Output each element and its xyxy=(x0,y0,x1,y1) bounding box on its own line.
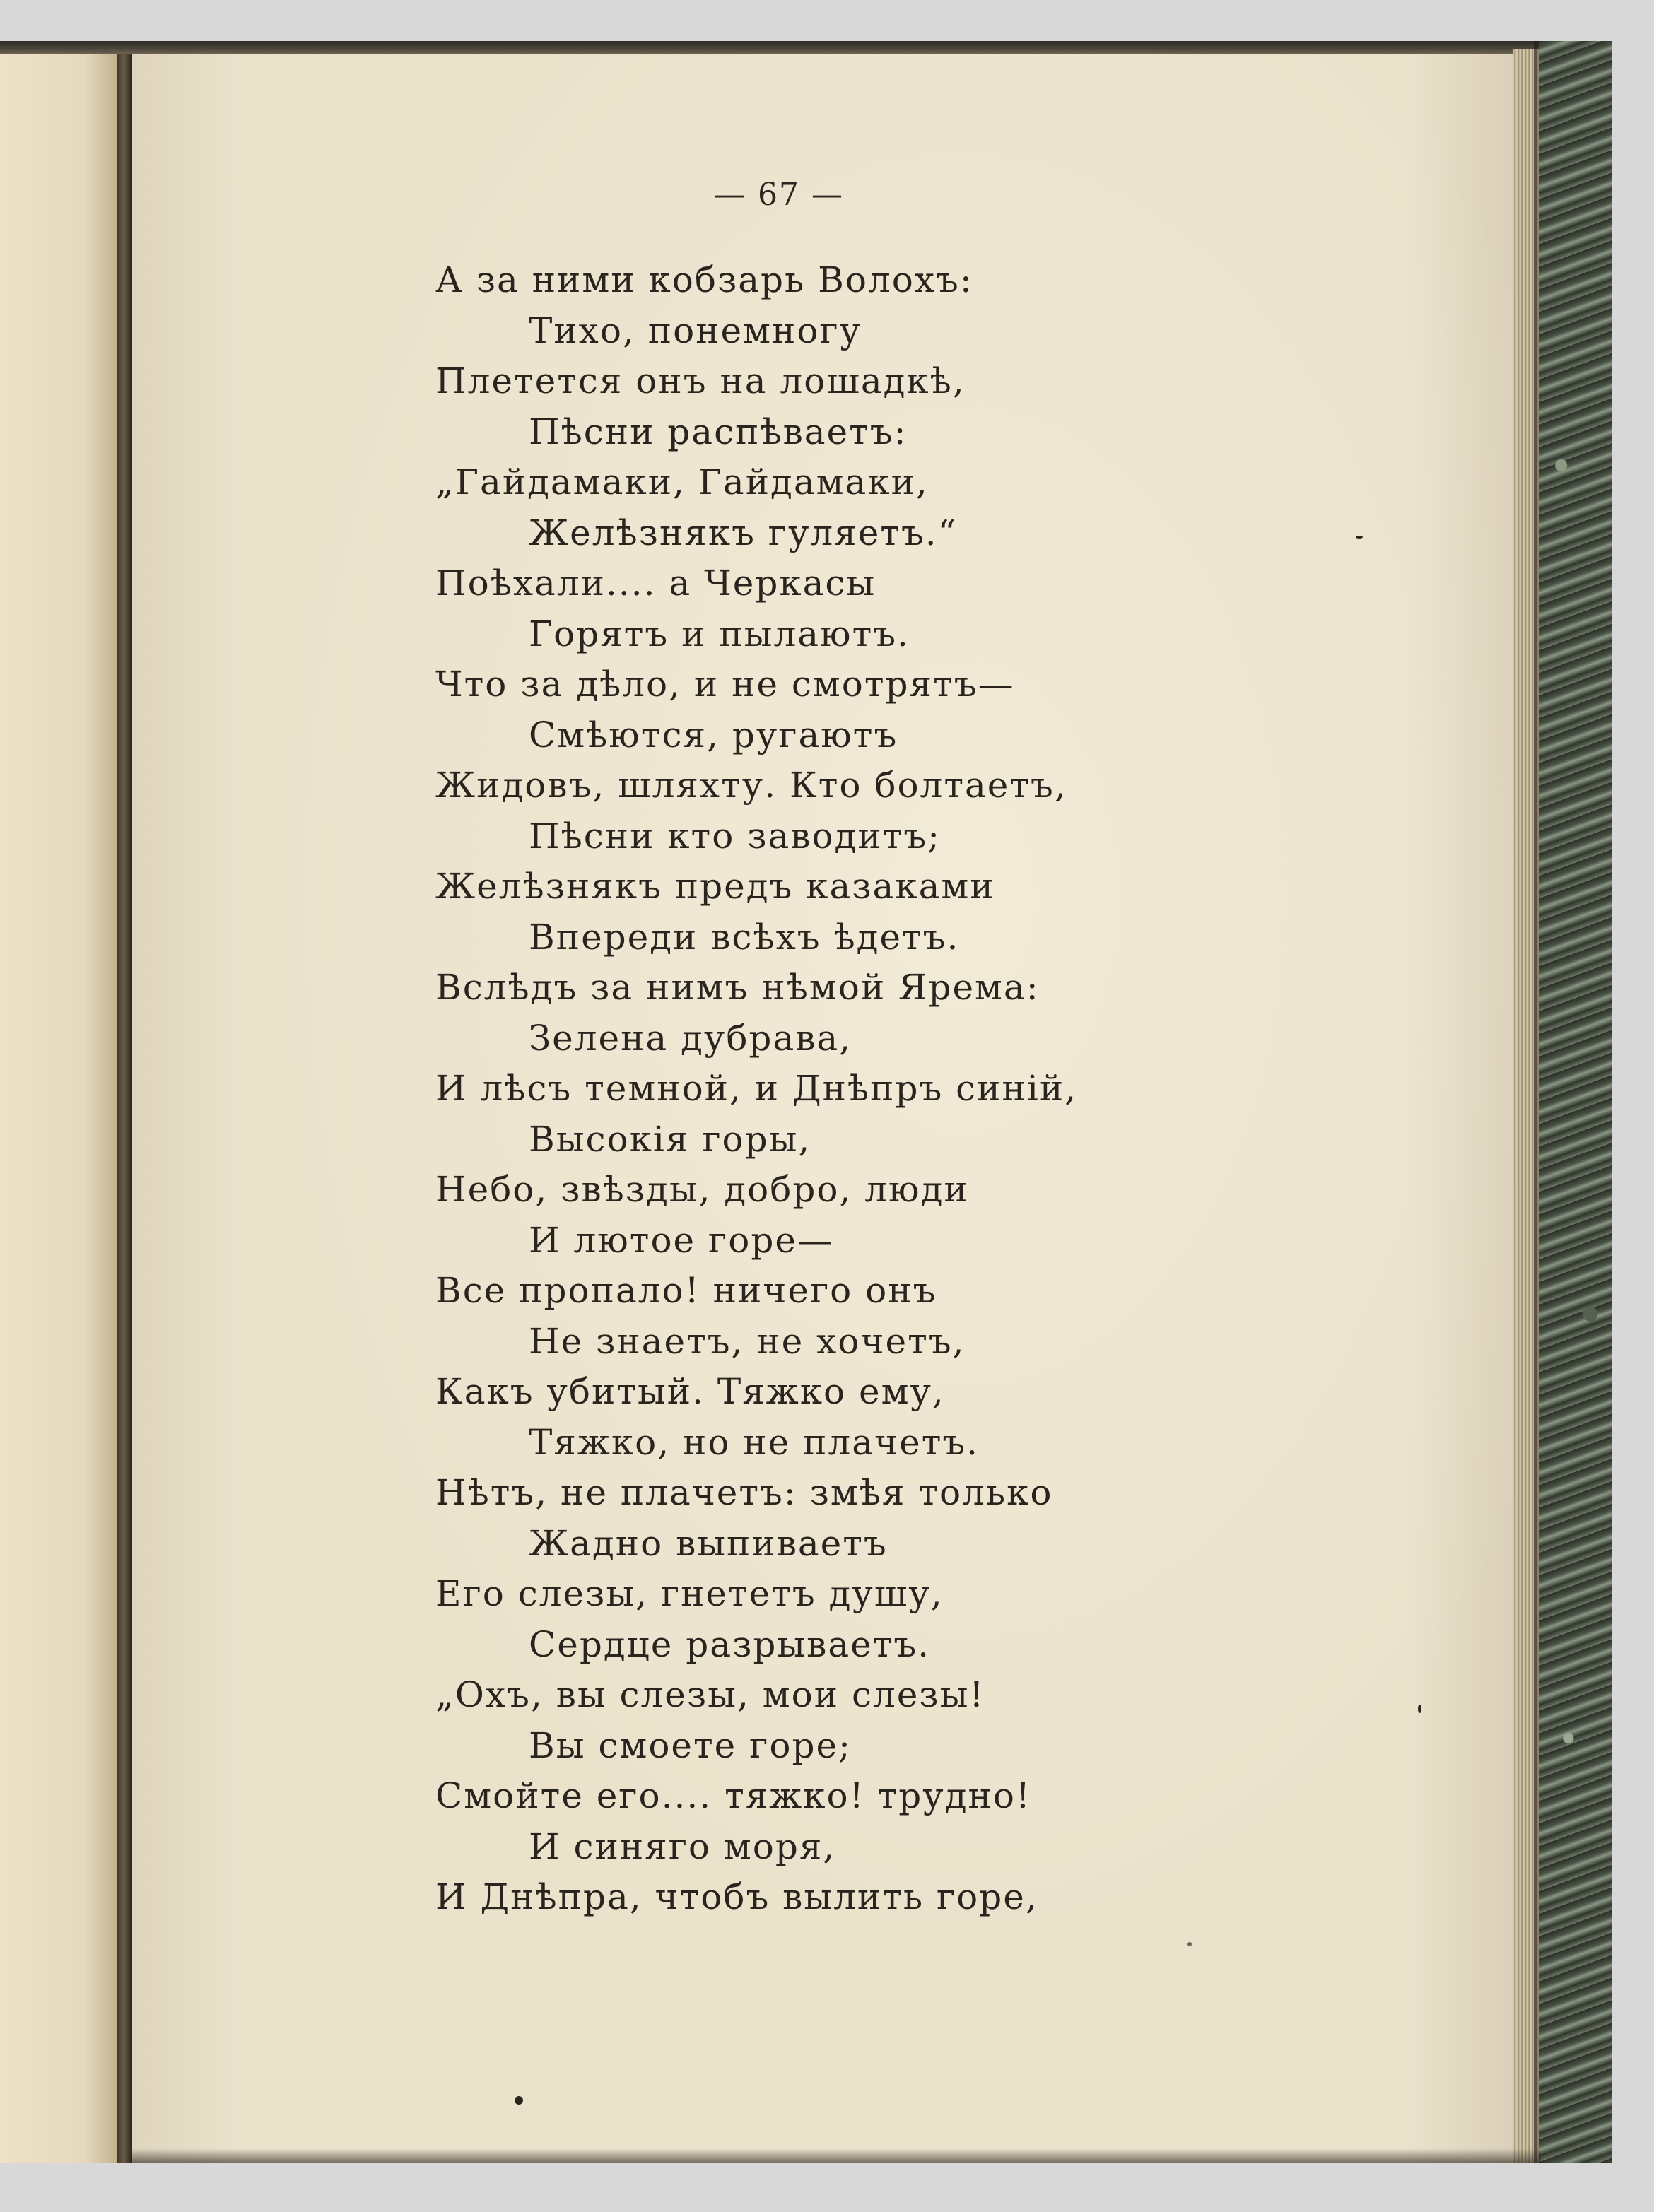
poem-line: Высокія горы, xyxy=(529,1119,811,1160)
poem-line: Что за дѣло, и не смотрятъ— xyxy=(435,664,1015,705)
poem-line: Вы смоете горе; xyxy=(529,1725,852,1766)
poem-line: Тяжко, но не плачетъ. xyxy=(529,1422,980,1463)
ink-speck xyxy=(1187,1942,1192,1946)
scan-background-top xyxy=(0,0,1654,41)
poem-line: Пѣсни распѣваетъ: xyxy=(529,411,908,452)
poem-line: Поѣхали.... а Черкасы xyxy=(435,563,876,604)
poem-line: Жидовъ, шляхту. Кто болтаетъ, xyxy=(435,765,1067,806)
poem-line: И лѣсъ темной, и Днѣпръ синій, xyxy=(435,1068,1078,1109)
poem-line: И синяго моря, xyxy=(529,1826,836,1867)
poem-line: Его слезы, гнететъ душу, xyxy=(435,1573,944,1614)
poem-line: Тихо, понемногу xyxy=(529,310,862,351)
scan-background-bottom xyxy=(0,2163,1654,2212)
poem-line: Какъ убитый. Тяжко ему, xyxy=(435,1371,945,1412)
scan-background-right xyxy=(1612,0,1654,2212)
poem-line: Горятъ и пылаютъ. xyxy=(529,613,910,654)
poem-line: Жадно выпиваетъ xyxy=(529,1523,888,1564)
poem-line: Небо, звѣзды, добро, люди xyxy=(435,1169,969,1210)
book-top-edge xyxy=(0,41,1548,54)
poem-line: Желѣзнякъ предъ казаками xyxy=(435,866,995,907)
poem-line: Пѣсни кто заводитъ; xyxy=(529,816,941,857)
poem-line: Впереди всѣхъ ѣдетъ. xyxy=(529,917,960,958)
poem-line: Плетется онъ на лошадкѣ, xyxy=(435,360,966,401)
poem-line: И Днѣпра, чтобъ вылить горе, xyxy=(435,1876,1038,1917)
poem-line: Смѣются, ругаютъ xyxy=(529,714,898,755)
poem-line: Смойте его.... тяжко! трудно! xyxy=(435,1775,1032,1816)
poem-line: Вслѣдъ за нимъ нѣмой Ярема: xyxy=(435,967,1040,1008)
ink-speck xyxy=(1418,1705,1421,1713)
ink-speck xyxy=(1356,536,1363,539)
poem-line: Зелена дубрава, xyxy=(529,1018,852,1059)
poem-line: „Охъ, вы слезы, мои слезы! xyxy=(435,1674,985,1715)
ink-speck xyxy=(515,2096,523,2105)
poem-line: Не знаетъ, не хочетъ, xyxy=(529,1321,966,1362)
left-page-edge xyxy=(0,41,120,2163)
marbled-cover xyxy=(1539,41,1612,2163)
poem-line: Нѣтъ, не плачетъ: змѣя только xyxy=(435,1472,1053,1513)
poem-line: А за ними кобзарь Волохъ: xyxy=(435,259,973,300)
book-bottom-edge xyxy=(131,2148,1541,2163)
poem-line: Желѣзнякъ гуляетъ.“ xyxy=(529,512,958,553)
poem-line: Все пропало! ничего онъ xyxy=(435,1270,937,1311)
poem-line: Сердце разрываетъ. xyxy=(529,1624,931,1665)
poem-line: „Гайдамаки, Гайдамаки, xyxy=(435,461,929,502)
page-number: — 67 — xyxy=(714,177,844,213)
poem-line: И лютое горе— xyxy=(529,1220,834,1261)
book-gutter xyxy=(117,41,132,2163)
